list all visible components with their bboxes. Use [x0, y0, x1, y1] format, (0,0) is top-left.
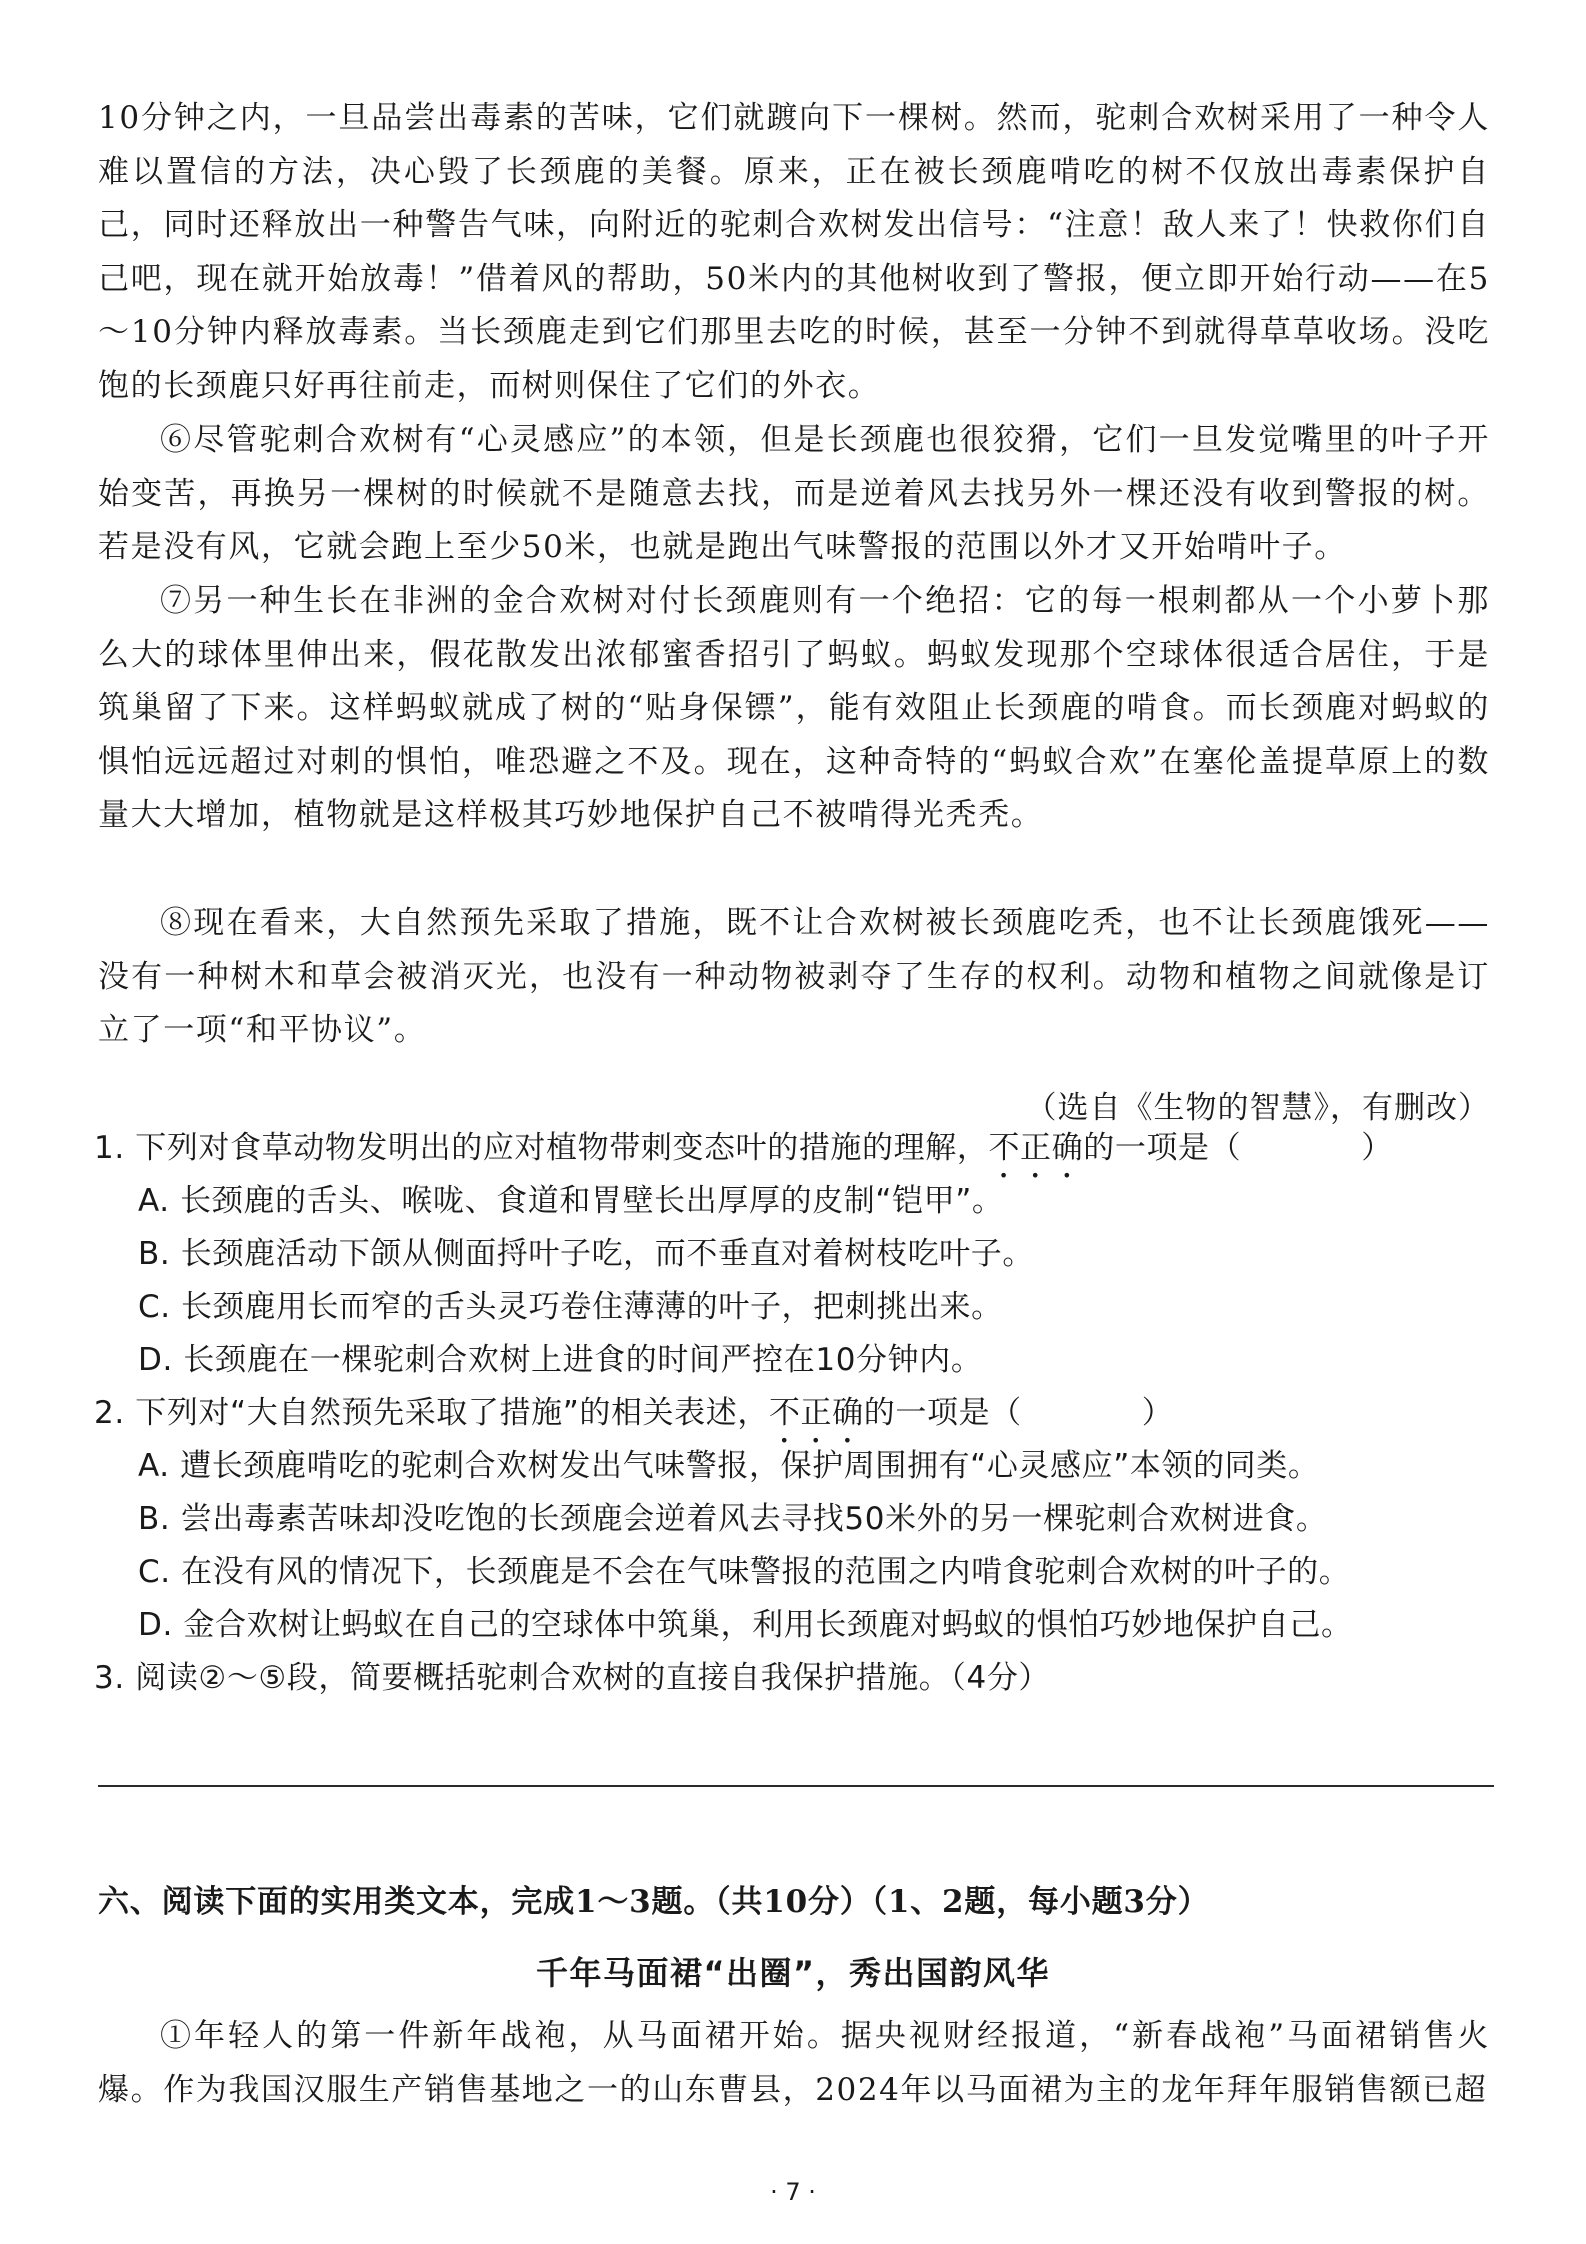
- question-2-option-d: D. 金合欢树让蚂蚁在自己的空球体中筑巢，利用长颈鹿对蚂蚁的惧怕巧妙地保护自己。: [138, 1607, 1353, 1643]
- question-2-option-b: B. 尝出毒素苦味却没吃饱的长颈鹿会逆着风去寻找50米外的另一棵驼刺合欢树进食。: [138, 1501, 1328, 1537]
- question-2-stem-before: 2. 下列对“大自然预先采取了措施”的相关表述，: [94, 1395, 769, 1431]
- question-2-option-a: A. 遭长颈鹿啃吃的驼刺合欢树发出气味警报，保护周围拥有“心灵感应”本领的同类。: [138, 1448, 1320, 1484]
- page-number: · 7 ·: [770, 2178, 816, 2206]
- question-3-stem: 3. 阅读②～⑤段，简要概括驼刺合欢树的直接自我保护措施。（4分）: [94, 1660, 1051, 1696]
- article-paragraph-1: ①年轻人的第一件新年战袍，从马面裙开始。据央视财经报道，“新春战袍”马面裙销售火爆。作为我国汉服生产销售基地之一的山东曹县，2024年以马面裙为主的龙年拜年服销售额已超: [98, 2018, 1490, 2108]
- question-1-emphasis: 不正确: [988, 1130, 1084, 1166]
- question-1-option-a: A. 长颈鹿的舌头、喉咙、食道和胃壁长出厚厚的皮制“铠甲”。: [138, 1183, 1004, 1219]
- question-2-close: ）: [1141, 1395, 1174, 1431]
- question-1-close: ）: [1361, 1130, 1393, 1166]
- paragraph-6: ⑥尽管驼刺合欢树有“心灵感应”的本领，但是长颈鹿也很狡猾，它们一旦发觉嘴里的叶子开始变苦，再换另一棵树的时候就不是随意去找，而是逆着风去找另外一棵还没有收到警报的树。若是没有风，它就会跑上至少50米，也就是跑出气味警报的范围以外才又开始啃叶子。: [98, 422, 1490, 565]
- source-citation: （选自《生物的智慧》，有删改）: [1025, 1090, 1490, 1126]
- question-1-stem-after: 的一项是（: [1083, 1130, 1242, 1166]
- question-1-option-b: B. 长颈鹿活动下颌从侧面捋叶子吃，而不垂直对着树枝吃叶子。: [138, 1236, 1034, 1272]
- section-6-heading: 六、阅读下面的实用类文本，完成1～3题。（共10分）（1、2题，每小题3分）: [98, 1884, 1210, 1920]
- paragraph-8: ⑧现在看来，大自然预先采取了措施，既不让合欢树被长颈鹿吃秃，也不让长颈鹿饿死——没有一种树木和草会被消灭光，也没有一种动物被剥夺了生存的权利。动物和植物之间就像是订立了一项“和平协议”。: [98, 905, 1490, 1048]
- paragraph-5-continued: 10分钟之内，一旦品尝出毒素的苦味，它们就踱向下一棵树。然而，驼刺合欢树采用了一种令人难以置信的方法，决心毁了长颈鹿的美餐。原来，正在被长颈鹿啃吃的树不仅放出毒素保护自己，同时还释放出一种警告气味，向附近的驼刺合欢树发出信号：“注意！敌人来了！快救你们自己吧，现在就开始放毒！”借着风的帮助，50米内的其他树收到了警报，便立即开始行动——在5～10分钟内释放毒素。当长颈鹿走到它们那里去吃的时候，甚至一分钟不到就得草草收场。没吃饱的长颈鹿只好再往前走，而树则保住了它们的外衣。: [98, 100, 1490, 404]
- question-1-stem-before: 1. 下列对食草动物发明出的应对植物带刺变态叶的措施的理解，: [94, 1130, 989, 1166]
- question-2-option-c: C. 在没有风的情况下，长颈鹿是不会在气味警报的范围之内啃食驼刺合欢树的叶子的。: [138, 1554, 1351, 1590]
- article-title: 千年马面裙“出圈”，秀出国韵风华: [535, 1954, 1051, 1992]
- paragraph-7: ⑦另一种生长在非洲的金合欢树对付长颈鹿则有一个绝招：它的每一根刺都从一个小萝卜那么大的球体里伸出来，假花散发出浓郁蜜香招引了蚂蚁。蚂蚁发现那个空球体很适合居住，于是筑巢留了下来。这样蚂蚁就成了树的“贴身保镖”，能有效阻止长颈鹿的啃食。而长颈鹿对蚂蚁的惧怕远远超过对刺的惧怕，唯恐避之不及。现在，这种奇特的“蚂蚁合欢”在塞伦盖提草原上的数量大大增加，植物就是这样极其巧妙地保护自己不被啃得光秃秃。: [98, 583, 1490, 833]
- question-2-emphasis: 不正确: [768, 1395, 864, 1431]
- question-2-stem-after: 的一项是（: [863, 1395, 1022, 1431]
- question-1-option-c: C. 长颈鹿用长而窄的舌头灵巧卷住薄薄的叶子，把刺挑出来。: [138, 1289, 1003, 1325]
- answer-line[interactable]: [98, 1785, 1494, 1787]
- question-1-option-d: D. 长颈鹿在一棵驼刺合欢树上进食的时间严控在10分钟内。: [138, 1342, 983, 1378]
